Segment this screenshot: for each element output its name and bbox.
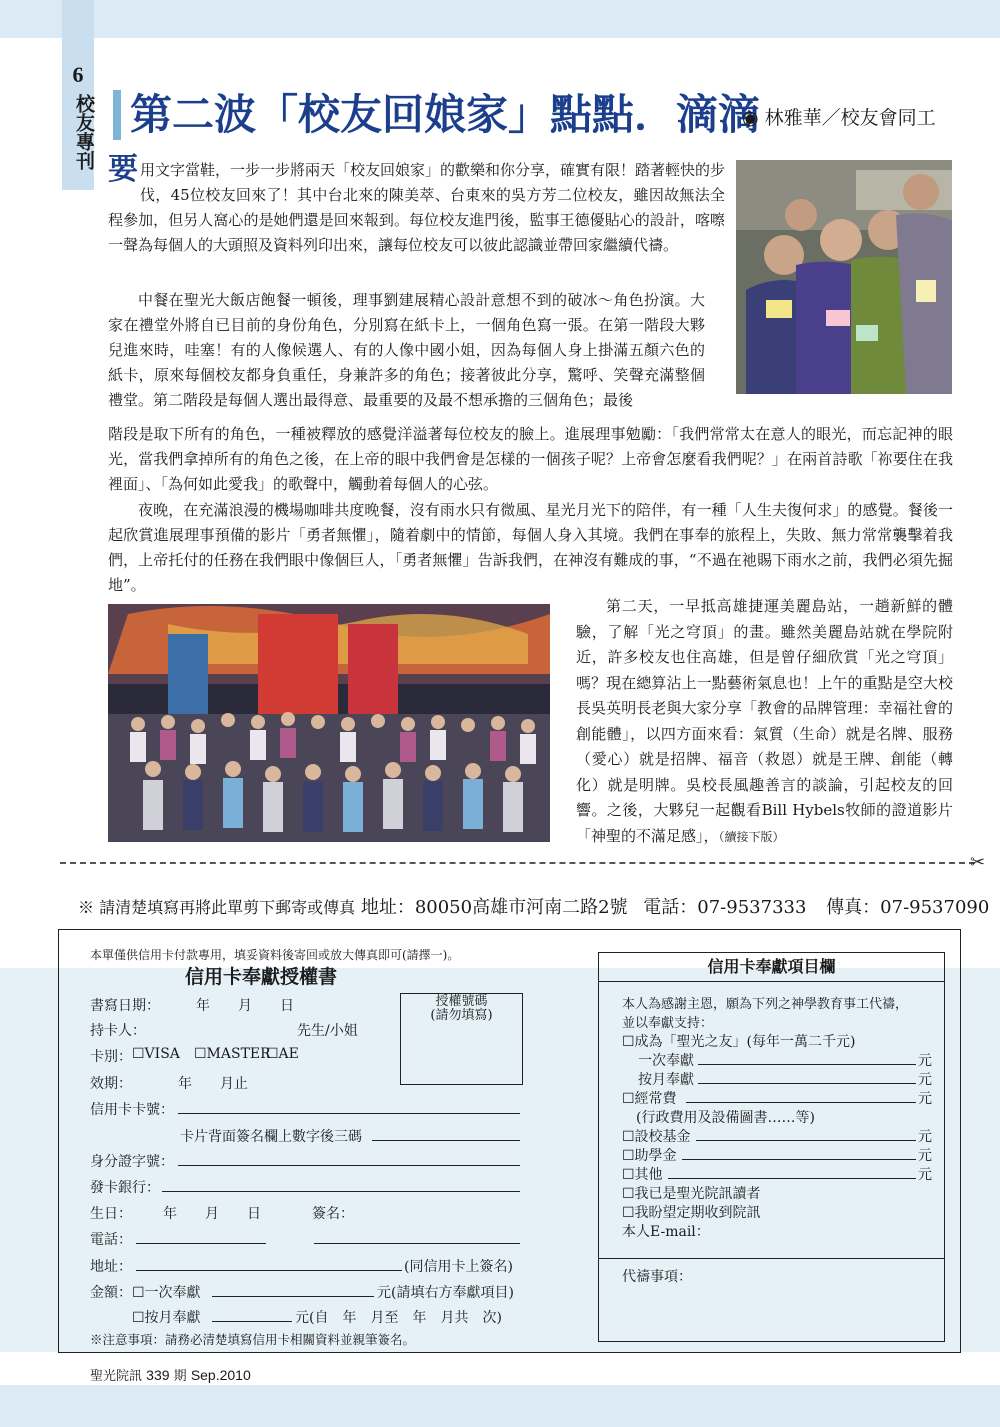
email-label: 本人E-mail： [622, 1224, 710, 1240]
footer-publication: 聖光院訊 [90, 1369, 143, 1384]
addr-label: 地址： [90, 1259, 132, 1275]
addr-field[interactable] [136, 1270, 402, 1271]
friend-monthly-field[interactable] [698, 1083, 916, 1084]
bank-field[interactable] [162, 1191, 520, 1192]
photo-alumni-portrait [736, 160, 952, 394]
footer-issue-number: 339 [146, 1367, 170, 1383]
title-accent-bar [113, 90, 121, 140]
holder-label: 持卡人： [90, 1023, 146, 1039]
monthly-checkbox[interactable]: ☐按月奉獻 [132, 1310, 201, 1326]
addr-note: (同信用卡上簽名) [404, 1259, 513, 1275]
section-label: 校友專刊 [73, 94, 95, 170]
friend-one-time-label: 一次奉獻 [638, 1053, 694, 1069]
cvv-field[interactable] [372, 1140, 520, 1141]
cut-line [60, 862, 975, 864]
card-type-label: 卡別： [90, 1049, 132, 1065]
bottom-band [0, 1385, 1000, 1427]
id-field[interactable] [178, 1165, 520, 1166]
friend-checkbox[interactable]: ☐成為「聖光之友」(每年一萬二千元) [622, 1034, 856, 1050]
auth-code-note: (請勿填寫) [430, 1008, 493, 1023]
offering-intro-2: 並以奉獻支持： [622, 1016, 714, 1031]
card-master-checkbox[interactable]: ☐MASTER [194, 1046, 271, 1062]
unit-5: 元 [918, 1148, 932, 1164]
drop-cap: 要 [108, 152, 138, 187]
section-spine [62, 0, 94, 190]
footer-date: Sep.2010 [190, 1367, 251, 1383]
notice-phone: 電話：07-9537333 [643, 897, 807, 918]
prayer-label: 代禱事項： [622, 1269, 692, 1285]
unit-3: 元 [918, 1091, 932, 1107]
monthly-amount-field[interactable] [212, 1321, 292, 1322]
article-title: 第二波「校友回娘家」點點．滴滴 [130, 90, 761, 139]
paragraph-2-text: 中餐在聖光大飯店飽餐一頓後，理事劉建展精心設計意想不到的破冰～角色扮演。大家在禮堂外將自已目前的身份角色，分別寫在紙卡上，一個角色寫一張。在第一階段大夥兒進來時，哇塞！有的人像候選人、有的人像中國小姐，因為每個人身上掛滿五顏六色的紙卡，原來每個校友都身負重任，身兼許多的角色；接著彼此分享，驚呼、笑聲充滿整個禮堂。第二階段是每個人選出最得意、最重要的及最不想承擔的三個角色；最後 [108, 291, 705, 409]
notice-address: 地址：80050高雄市河南二路2號 [360, 897, 628, 918]
card-ae-checkbox[interactable]: ☐AE [266, 1046, 299, 1062]
card-number-field[interactable] [178, 1113, 520, 1114]
tel-label: 電話： [90, 1232, 132, 1248]
friend-one-time-field[interactable] [698, 1064, 916, 1065]
regular-field[interactable] [686, 1102, 916, 1103]
other-field[interactable] [668, 1178, 916, 1179]
article-paragraph-2 [108, 288, 705, 413]
unit-4: 元 [918, 1129, 932, 1145]
date-label: 書寫日期： [90, 998, 160, 1014]
school-fund-field[interactable] [696, 1140, 916, 1141]
article-paragraph-4 [576, 594, 953, 850]
once-checkbox[interactable]: ☐一次奉獻 [132, 1285, 201, 1301]
date-units[interactable]: 年 月 日 [196, 998, 294, 1014]
article-paragraph-1 [108, 152, 726, 258]
unit-1: 元 [918, 1053, 932, 1069]
notice-prefix: ※ 請清楚填寫再將此單剪下郵寄或傳真 [78, 898, 356, 917]
photo-dome-group [108, 604, 550, 842]
once-amount-field[interactable] [212, 1296, 374, 1297]
article-author: ◉ 林雅華／校友會同工 [742, 107, 936, 129]
scholarship-field[interactable] [682, 1159, 916, 1160]
scholarship-checkbox[interactable]: ☐助學金 [622, 1148, 677, 1164]
want-news-checkbox[interactable]: ☐我盼望定期收到院訊 [622, 1205, 761, 1221]
bank-label: 發卡銀行： [90, 1180, 160, 1196]
footer-issue-unit: 期 [173, 1369, 187, 1384]
page-footer [90, 1365, 251, 1384]
birth-label: 生日： [90, 1206, 132, 1222]
other-checkbox[interactable]: ☐其他 [622, 1167, 663, 1183]
paragraph-2b-text: 階段是取下所有的角色，一種被釋放的感覺洋溢著每位校友的臉上。進展理事勉勵：「我們常常太在意人的眼光，而忘記神的眼光，當我們拿掉所有的角色之後，在上帝的眼中我們會是怎樣的一個孩子呢？上帝會怎麼看我們呢？」在兩首詩歌「祢要住在我裡面」、「為何如此愛我」的歌聲中，觸動着每個人的心弦。 [108, 425, 953, 493]
paragraph-4-text: 第二天，一早抵高雄捷運美麗島站，一趟新鮮的體驗，了解「光之穹頂」的畫。雖然美麗島站就在學院附近，許多校友也住高雄，但是曾仔細欣賞「光之穹頂」嗎？現在總算沾上一點藝術氣息也！上午的重點是空大校長吳英明長老與大家分享「教會的品牌管理：幸福社會的創能體」，以四方面來看：氣質（生命）就是名牌、服務（愛心）就是招牌、福音（救恩）就是王牌、創能（轉化）就是明牌。吳校長風趣善言的談論，引起校友的回響。之後，大夥兒一起觀看Bill Hybels牧師的證道影片「神聖的不滿足感」， [576, 597, 953, 845]
auth-code-label [400, 995, 523, 1023]
article-paragraph-3 [108, 498, 953, 598]
reader-checkbox[interactable]: ☐我已是聖光院訊讀者 [622, 1186, 761, 1202]
form-intro: 本單僅供信用卡付款專用，填妥資料後寄回或放大傳真即可(請擇一)。 [90, 948, 460, 962]
monthly-note: 元(自 年 月至 年 月共 次) [295, 1310, 502, 1326]
form-warning: ※注意事項：請務必清楚填寫信用卡相關資料並親筆簽名。 [90, 1332, 416, 1347]
mail-notice [78, 893, 989, 919]
birth-units[interactable]: 年 月 日 [163, 1206, 261, 1222]
paragraph-3-text: 夜晚，在充滿浪漫的機場咖啡共度晚餐，沒有雨水只有微風、星光月光下的陪伴，有一種「人生夫復何求」的感覺。餐後一起欣賞進展理事預備的影片「勇者無懼」，隨着劇中的情節，每個人身入其境。我們在事奉的旅程上，失敗、無力常常襲擊着我們，上帝托付的任務在我們眼中像個巨人，「勇者無懼」告訴我們，在神沒有難成的事，“不過在祂賜下雨水之前，我們必須先掘地”。 [108, 501, 953, 594]
paragraph-1-text: 用文字當鞋，一步一步將兩天「校友回娘家」的歡樂和你分享，確實有限！踏著輕快的步伐，45位校友回來了！其中台北來的陳美萃、台東來的吳方芳二位校友，雖因故無法全程參加，但另人窩心的是她們還是回來報到。每位校友進門後，監事王德優貼心的設計，喀嚓一聲為每個人的大頭照及資料列印出來，讓每位校友可以彼此認識並帶回家繼續代禱。 [108, 161, 726, 254]
regular-checkbox[interactable]: ☐經常費 [622, 1091, 677, 1107]
card-number-label: 信用卡卡號： [90, 1102, 174, 1118]
top-band [0, 0, 1000, 38]
offering-items-title: 信用卡奉獻項目欄 [598, 952, 945, 982]
school-fund-checkbox[interactable]: ☐設校基金 [622, 1129, 691, 1145]
expiry-label: 效期： [90, 1076, 132, 1092]
scissors-icon: ✂ [970, 852, 986, 873]
offering-intro-1: 本人為感謝主恩，願為下列之神學教育事工代禱， [622, 997, 909, 1012]
card-visa-checkbox[interactable]: ☐VISA [132, 1046, 180, 1062]
amount-label: 金額： [90, 1285, 132, 1301]
holder-suffix: 先生/小姐 [297, 1023, 358, 1039]
cvv-label: 卡片背面簽名欄上數字後三碼 [180, 1129, 362, 1145]
unit-2: 元 [918, 1072, 932, 1088]
sign-label: 簽名： [312, 1206, 354, 1222]
form-title: 信用卡奉獻授權書 [185, 966, 338, 988]
signature-field[interactable] [314, 1243, 520, 1244]
expiry-units[interactable]: 年 月止 [178, 1076, 248, 1092]
tel-field[interactable] [136, 1243, 266, 1244]
regular-note: (行政費用及設備圖書……等) [636, 1110, 815, 1126]
prayer-separator [598, 1258, 945, 1259]
friend-monthly-label: 按月奉獻 [638, 1072, 694, 1088]
once-note: 元(請填右方奉獻項目) [377, 1285, 514, 1301]
id-label: 身分證字號： [90, 1154, 174, 1170]
unit-6: 元 [918, 1167, 932, 1183]
page-number: 6 [72, 62, 84, 87]
article-paragraph-2b [108, 422, 953, 497]
auth-code-title: 授權號碼 [435, 994, 488, 1009]
notice-fax: 傳真：07-9537090 [826, 897, 990, 918]
continued-note: （續接下版） [718, 829, 785, 844]
